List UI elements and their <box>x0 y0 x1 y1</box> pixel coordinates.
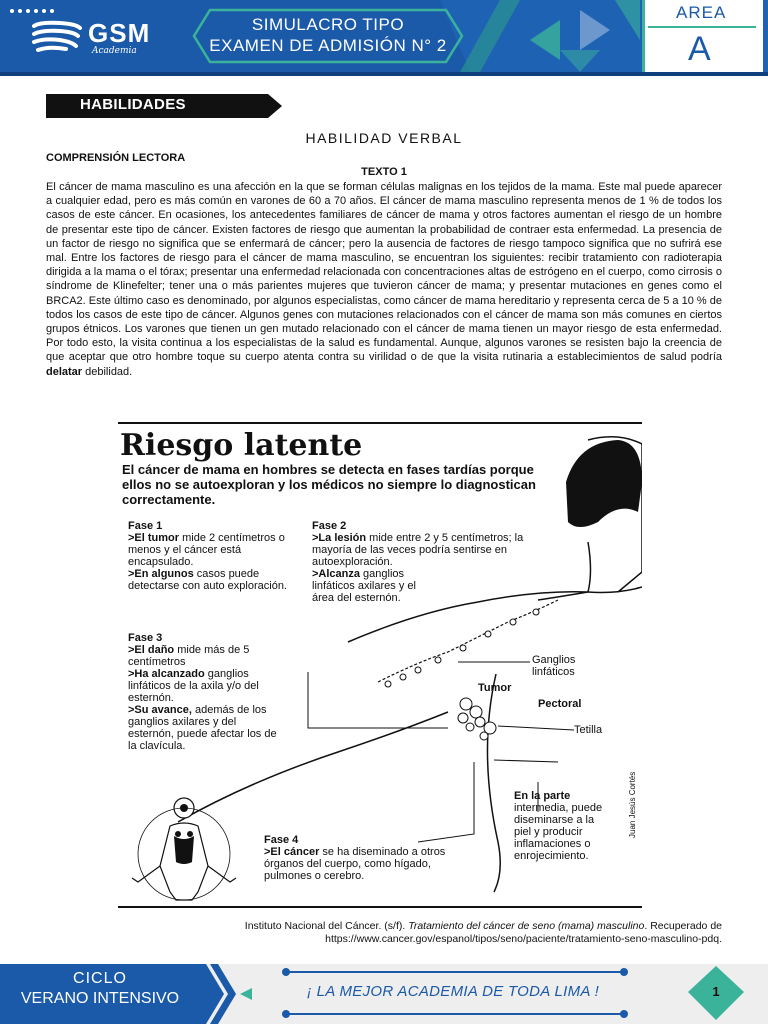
fase4-bullet1: >El cáncer se ha diseminado a otros órganos del cuerpo, como hígado, pulmones o cerebro. <box>264 846 446 882</box>
subject-title: HABILIDAD VERBAL <box>305 130 463 146</box>
topic-title: COMPRENSIÓN LECTORA <box>46 152 186 164</box>
footer-verano: VERANO INTENSIVO <box>20 990 180 1007</box>
citation-title: Tratamiento del cáncer de seno (mama) masculino <box>408 920 645 932</box>
fase2-bullet2: >Alcanza ganglios linfáticos axilares y el área del esternón. <box>312 568 416 604</box>
fase3-heading: Fase 3 <box>128 632 163 644</box>
citation: Instituto Nacional del Cáncer. (s/f). Tratamiento del cáncer de seno (mama) masculino. Recuperado de https://www.cancer.gov/espanol/tipos/seno/paciente/tratamiento-seno-masculino-pdq. <box>244 920 722 945</box>
citation-url: https://www.cancer.gov/espanol/tipos/seno/paciente/tratamiento-seno-masculino-pdq. <box>325 933 722 945</box>
fase4-heading: Fase 4 <box>264 834 299 846</box>
area-label: AREA <box>676 3 727 22</box>
exam-title-line2: EXAMEN DE ADMISIÓN N° 2 <box>209 36 447 55</box>
page-number: 1 <box>712 984 720 999</box>
passage-body: El cáncer de mama masculino es una afección en la que se forman células malignas en los tejidos de la mama. Este mal puede aparecer a cualquier edad, pero es más común en varones de 60 a 70 años. El cáncer de mama masculino representa menos de 1 % de todos los casos de este cáncer. En ocasiones, los antecedentes familiares de cáncer de mama y otros factores aumentan el riesgo de un hombre de presentar este tipo de cáncer. Existen factores de riesgo que aumentan la probabilidad de contraer esta enfermedad. La presencia de un factor de riesgo no significa que se enfermará de cáncer; pero la ausencia de factores de riesgo tampoco significa que no sufrirá ese mal. Entre los factores de riesgo para el cáncer de mama masculino, se encuentran los siguientes: recibir tratamiento con radioterapia dirigida a la mama o el tórax; presentar una enfermedad relacionada con concentraciones altas de estrógeno en el cuerpo, como cirrosis o síndrome de Klinefelter; tener una o más parientes mujeres que tuvieron cáncer de mama; y presentar mutaciones en genes como el BRCA2. Este último caso es denominado, por algunos especialistas, como cáncer de mama hereditario y representa cerca de 5 a 10 % de todos los casos de este tipo de cáncer. Algunos genes con mutaciones relacionados con el cáncer de mama son más comunes en ciertos grupos étnicos. Los varones que tienen un gen mutado relacionado con el cáncer de mama tienen un mayor riesgo de esta enfermedad. Por todo esto, la visita continua a los especialistas de la salud es fundamental. Aunque, algunos varones se resisten bajo la creencia de que aceptar que otro hombre toque su cuerpo atenta contra su virilidad o de que la visita rutinaria a establecimientos de salud podría <box>46 181 722 364</box>
figure-title: Riesgo latente <box>120 428 363 463</box>
exam-title-line1: SIMULACRO TIPO <box>251 15 405 34</box>
fase1-bullet1: >El tumor mide 2 centímetros o menos y el cáncer está encapsulado. <box>128 532 285 568</box>
section-tag: HABILIDADES <box>80 96 186 113</box>
passage-bold-word: delatar <box>46 365 83 378</box>
area-divider <box>648 26 756 28</box>
exam-title-box <box>192 8 464 64</box>
label-parte: En la parte intermedia, puede diseminarse a la piel y producir inflamaciones o enrojecimiento. <box>514 790 603 862</box>
label-tetilla: Tetilla <box>574 724 603 736</box>
header-underline <box>0 72 768 76</box>
label-tumor: Tumor <box>478 682 512 694</box>
label-pectoral: Pectoral <box>538 698 582 710</box>
figure-bottom-rule <box>118 906 642 908</box>
fase1-block <box>128 520 308 592</box>
fase2-block <box>312 520 528 604</box>
area-value: A <box>688 30 711 68</box>
fase3-bullet1: >El daño mide más de 5 centímetros <box>128 644 250 668</box>
dots-decoration <box>8 4 68 18</box>
fase4-block <box>264 834 460 882</box>
reading-passage <box>46 180 722 379</box>
fase1-bullet2: >En algunos casos puede detectarse con auto exploración. <box>128 568 287 592</box>
text-title: TEXTO 1 <box>361 166 407 178</box>
fase2-bullet1: >La lesión mide entre 2 y 5 centímetros; la mayoría de las veces podría sentirse en autoexploración. <box>312 532 524 568</box>
logo-text: GSM <box>88 18 151 48</box>
footer-slogan: ¡ LA MEJOR ACADEMIA DE TODA LIMA ! <box>306 983 600 1000</box>
illustration-credit: Juan Jesús Cortés <box>628 771 637 838</box>
passage-ending: debilidad. <box>82 365 133 378</box>
fase3-bullet2: >Ha alcanzado ganglios linfáticos de la axila y/o del esternón. <box>128 668 259 704</box>
fase3-block <box>128 632 280 752</box>
label-ganglios: Ganglios linfáticos <box>532 654 576 678</box>
logo-subtitle: Academia <box>92 46 137 56</box>
footer-ciclo: CICLO <box>73 970 127 987</box>
figure-subtitle: El cáncer de mama en hombres se detecta en fases tardías porque ellos no se autoexploran y los médicos no siempre lo diagnostican correctamente. <box>122 462 536 507</box>
fase3-bullet3: >Su avance, además de los ganglios axilares y del esternón, puede afectar los de la clavícula. <box>128 704 277 752</box>
logo-icon <box>30 20 84 54</box>
fase1-heading: Fase 1 <box>128 520 163 532</box>
fase2-heading: Fase 2 <box>312 520 347 532</box>
